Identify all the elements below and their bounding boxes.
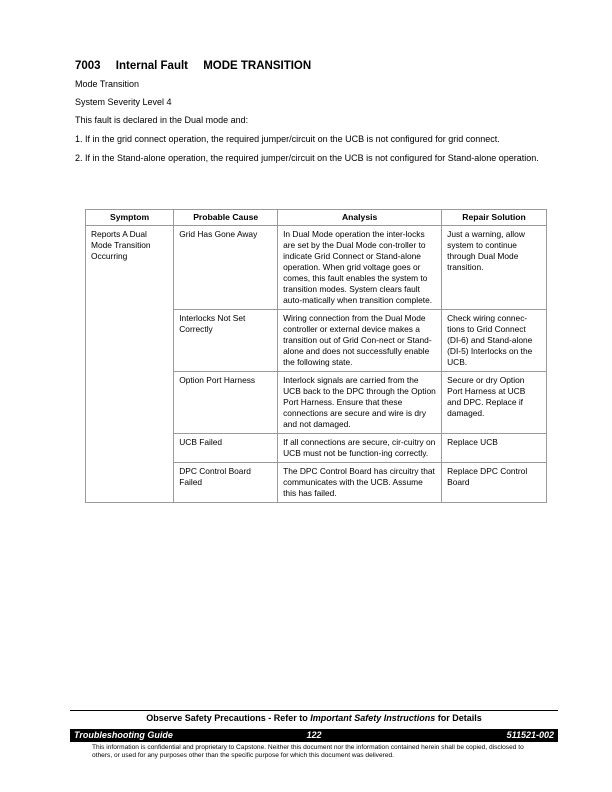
cause-cell: Interlocks Not Set Correctly xyxy=(174,310,278,372)
safety-warning-suffix: for Details xyxy=(435,713,482,723)
repair-cell: Replace DPC Control Board xyxy=(442,463,547,503)
analysis-cell: If all connections are secure, cir-cuitry on UCB must not be function-ing correctly. xyxy=(278,434,442,463)
symptom-cell: Reports A Dual Mode Transition Occurring xyxy=(86,226,174,503)
severity-level: System Severity Level 4 xyxy=(75,97,172,107)
guide-title: Troubleshooting Guide xyxy=(74,730,173,740)
fault-transition: MODE TRANSITION xyxy=(203,60,312,72)
repair-cell: Replace UCB xyxy=(442,434,547,463)
analysis-cell: The DPC Control Board has circuitry that communicates with the UCB. Assume this has failed. xyxy=(278,463,442,503)
intro-text: This fault is declared in the Dual mode and: xyxy=(75,115,249,125)
table-header-row xyxy=(86,210,547,226)
fault-description xyxy=(75,78,545,171)
safety-warning-link-text: Important Safety Instructions xyxy=(310,713,436,723)
troubleshooting-table xyxy=(85,209,547,503)
fault-code: 7003 xyxy=(75,60,101,72)
header-analysis: Analysis xyxy=(278,210,442,226)
cause-cell: UCB Failed xyxy=(174,434,278,463)
table-row xyxy=(86,226,547,310)
analysis-cell: In Dual Mode operation the inter-locks are set by the Dual Mode con-troller to indicate Grid Connect or Stand-alone operation. When grid voltage goes or comes, this fault enables the system to transition modes. System clears fault auto-matically when transition complete. xyxy=(278,226,442,310)
fault-subtitle: Mode Transition xyxy=(75,79,140,89)
condition-item-1: 1. If in the grid connect operation, the required jumper/circuit on the UCB is not configured for grid connect. xyxy=(75,134,500,144)
analysis-cell: Wiring connection from the Dual Mode controller or external device makes a transition out of Grid Con-nect or Stand-alone and does not successfully enable the following state. xyxy=(278,310,442,372)
footer-bar xyxy=(70,729,558,742)
header-repair-solution: Repair Solution xyxy=(442,210,547,226)
footer-divider xyxy=(70,710,558,711)
repair-cell: Check wiring connec-tions to Grid Connect (DI-6) and Stand-alone (DI-5) Interlocks on the UCB. xyxy=(442,310,547,372)
cause-cell: Grid Has Gone Away xyxy=(174,226,278,310)
cause-cell: Option Port Harness xyxy=(174,372,278,434)
document-number: 511521-002 xyxy=(506,730,554,740)
safety-warning-prefix: Observe Safety Precautions - Refer to xyxy=(146,713,311,723)
header-probable-cause: Probable Cause xyxy=(174,210,278,226)
cause-cell: DPC Control Board Failed xyxy=(174,463,278,503)
fault-name: Internal Fault xyxy=(115,60,188,72)
analysis-cell: Interlock signals are carried from the UCB back to the DPC through the Option Port Harness. Ensure that these connections are secure and wire is dry and not damaged. xyxy=(278,372,442,434)
fault-heading xyxy=(75,60,311,72)
repair-cell: Secure or dry Option Port Harness at UCB and DPC. Replace if damaged. xyxy=(442,372,547,434)
header-symptom: Symptom xyxy=(86,210,174,226)
safety-warning xyxy=(70,713,558,723)
condition-item-2: 2. If in the Stand-alone operation, the required jumper/circuit on the UCB is not configured for Stand-alone operation. xyxy=(75,153,539,163)
confidentiality-notice: This information is confidential and proprietary to Capstone. Neither this document nor the information contained herein shall be copied, disclosed to others, or used for any purposes other than the specific purpose for which this document was delivered. xyxy=(92,744,524,759)
repair-cell: Just a warning, allow system to continue through Dual Mode transition. xyxy=(442,226,547,310)
page-number: 122 xyxy=(306,730,322,740)
